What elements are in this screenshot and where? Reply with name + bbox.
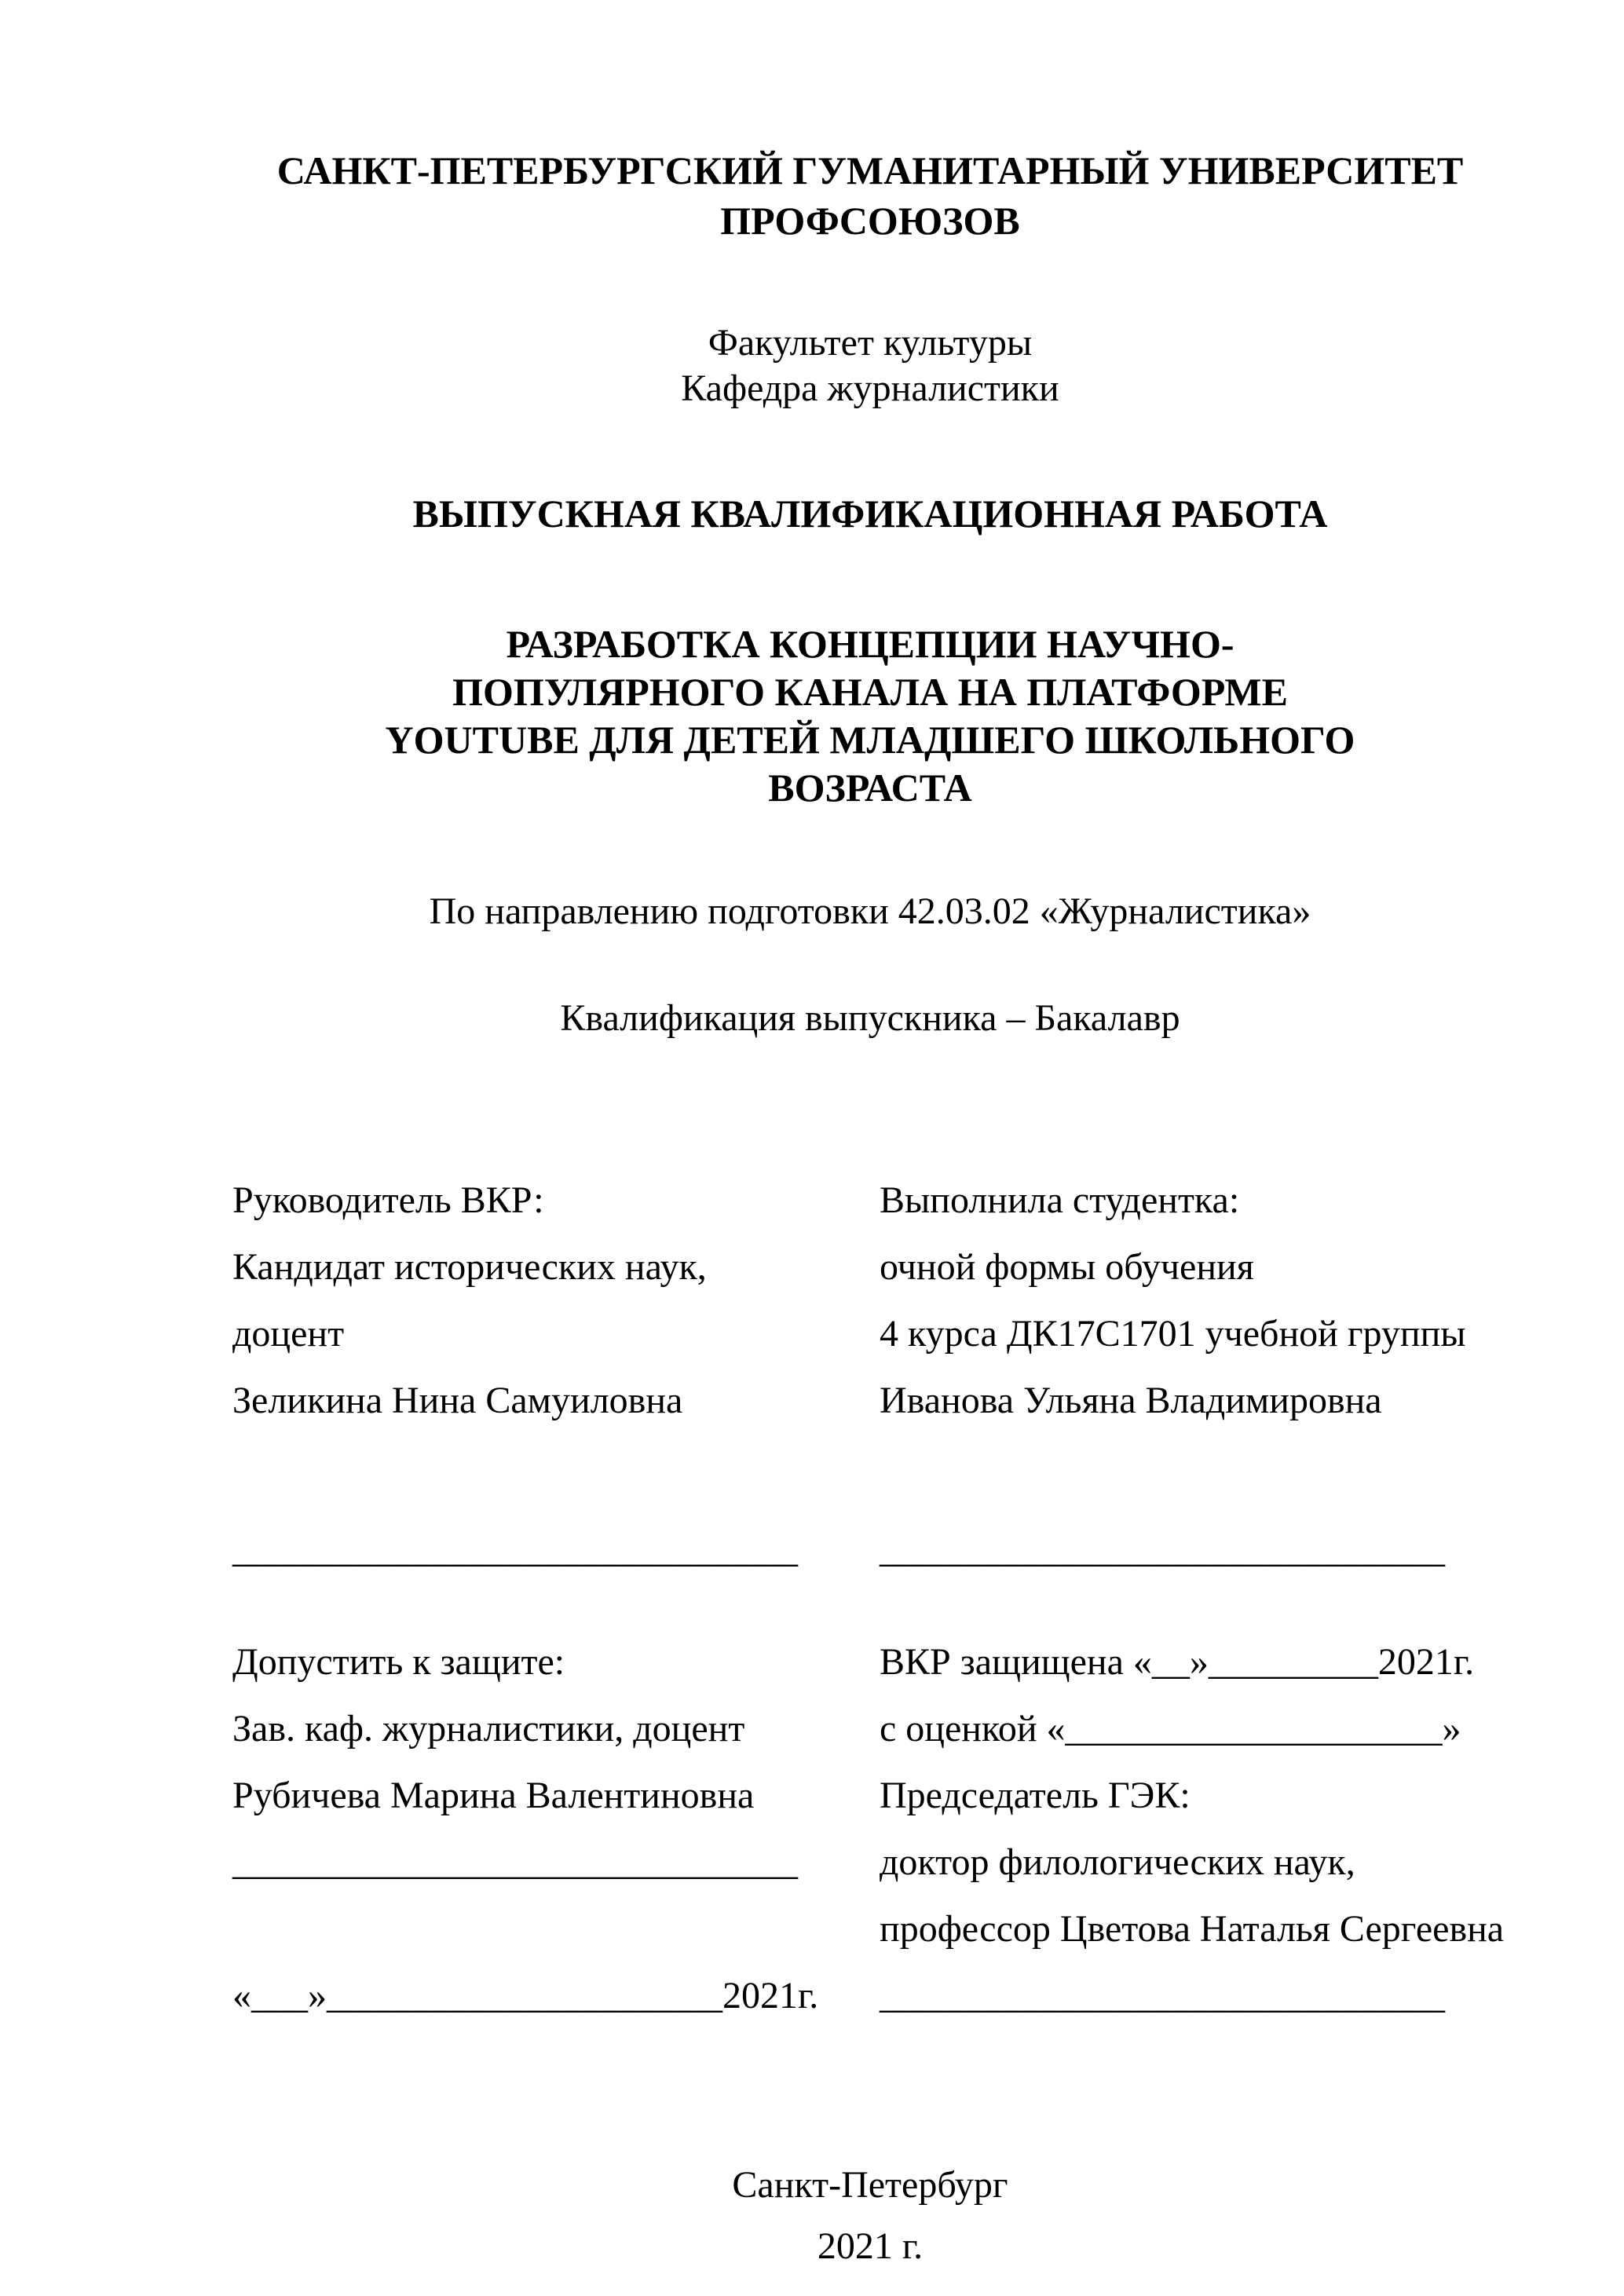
university-name — [232, 145, 1508, 246]
defense-date-line: ВКР защищена «__»_________2021г. — [880, 1641, 1475, 1683]
signature-row — [232, 1516, 1508, 1583]
city-line: Санкт-Петербург — [732, 2164, 1008, 2206]
admission-position-line: Зав. каф. журналистики, доцент — [232, 1708, 745, 1749]
qualification-line: Квалификация выпускника – Бакалавр — [560, 997, 1180, 1039]
defense-signature-line: ______________________________ — [880, 1975, 1445, 2016]
defense-chair-degree-line: доктор филологических наук, — [880, 1841, 1355, 1883]
page-content — [232, 0, 1508, 2277]
student-name: Иванова Ульяна Владимировна — [880, 1380, 1382, 1421]
direction-line: По направлению подготовки 42.03.02 «Журналистика» — [429, 890, 1311, 932]
advisor-position-line: доцент — [232, 1313, 345, 1355]
advisor-student-block — [232, 1167, 1508, 1434]
thesis-title-line-2: ПОПУЛЯРНОГО КАНАЛА НА ПЛАТФОРМЕ — [452, 670, 1288, 714]
university-name-line-2: ПРОФСОЮЗОВ — [720, 199, 1020, 243]
faculty-name: Факультет культуры — [708, 322, 1033, 364]
student-label: Выполнила студентка: — [880, 1179, 1240, 1221]
advisor-label: Руководитель ВКР: — [232, 1179, 544, 1221]
thesis-title-line-3: YOUTUBE ДЛЯ ДЕТЕЙ МЛАДШЕГО ШКОЛЬНОГО — [385, 718, 1355, 762]
faculty-department-block — [232, 320, 1508, 411]
department-name: Кафедра журналистики — [681, 367, 1059, 409]
defense-chair-label: Председатель ГЭК: — [880, 1775, 1191, 1816]
university-name-line-1: САНКТ-ПЕТЕРБУРГСКИЙ ГУМАНИТАРНЫЙ УНИВЕРСИТЕТ — [276, 148, 1464, 192]
admission-label: Допустить к защите: — [232, 1641, 565, 1683]
thesis-title-line-1: РАЗРАБОТКА КОНЦЕПЦИИ НАУЧНО- — [506, 622, 1234, 666]
thesis-title — [232, 620, 1508, 812]
student-column — [880, 1167, 1508, 1434]
admission-column — [232, 1629, 880, 2029]
year-line: 2021 г. — [817, 2225, 924, 2267]
student-study-form-line: очной формы обучения — [880, 1246, 1254, 1288]
defense-grade-line: с оценкой «____________________» — [880, 1708, 1461, 1749]
admission-date-line: «___»_____________________2021г. — [232, 1975, 819, 2016]
advisor-name: Зеликина Нина Самуиловна — [232, 1380, 683, 1421]
footer-block — [232, 2155, 1508, 2277]
advisor-degree-line: Кандидат исторических наук, — [232, 1246, 707, 1288]
advisor-column — [232, 1167, 880, 1434]
defense-column — [880, 1629, 1508, 2029]
work-type-heading: ВЫПУСКНАЯ КВАЛИФИКАЦИОННАЯ РАБОТА — [412, 492, 1328, 536]
student-signature-line: ______________________________ — [880, 1529, 1445, 1570]
defense-chair-name: профессор Цветова Наталья Сергеевна — [880, 1908, 1505, 1950]
advisor-signature-line: ______________________________ — [232, 1529, 798, 1570]
thesis-title-line-4: ВОЗРАСТА — [768, 766, 972, 810]
admission-signature-line: ______________________________ — [232, 1841, 798, 1883]
student-group-line: 4 курса ДК17С1701 учебной группы — [880, 1313, 1466, 1355]
admission-head-name: Рубичева Марина Валентиновна — [232, 1775, 755, 1816]
admission-defense-block — [232, 1629, 1508, 2029]
